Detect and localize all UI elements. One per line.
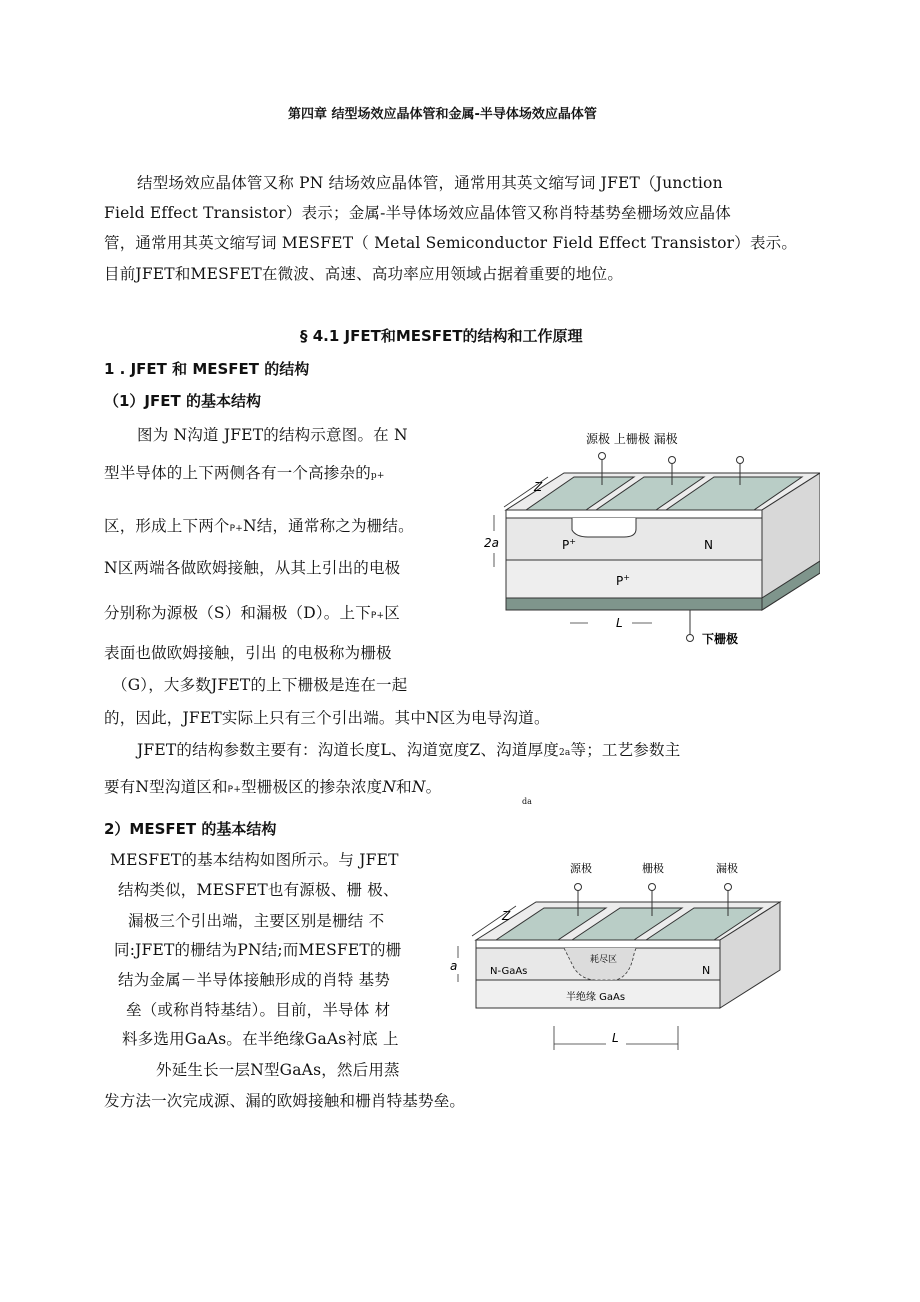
page-title: 第四章 结型场效应晶体管和金属-半导体场效应晶体管 (288, 107, 597, 122)
jfet-2a-label: 2a (484, 536, 499, 550)
jfet-upper-p-label: P+ (562, 537, 576, 552)
mesfet-si-gaas-label: 半绝缘 GaAs (566, 992, 626, 1003)
subscript-da: da (522, 797, 532, 806)
jfet-line-3: 区，形成上下两个P+N结，通常称之为栅结。 (104, 517, 414, 535)
mesfet-line-9: 发方法一次完成源、漏的欧姆接触和栅肖特基势垒。 (104, 1092, 466, 1110)
jfet-structure-figure (484, 425, 820, 655)
jfet-line-6: 表面也做欧姆接触，引出 的电极称为栅极 (104, 644, 392, 662)
section-title: § 4.1 JFET和MESFET的结构和工作原理 (300, 327, 583, 345)
jfet-line-4: N区两端各做欧姆接触，从其上引出的电极 (104, 559, 401, 577)
intro-line-4: 目前JFET和MESFET在微波、高速、高功率应用领域占据着重要的地位。 (104, 265, 624, 283)
mesfet-l-label: L (612, 1031, 619, 1045)
jfet-params-line-1: JFET的结构参数主要有：沟道长度L、沟道宽度Z、沟道厚度2a等；工艺参数主 (137, 741, 681, 759)
jfet-bottom-gate-label: 下栅极 (702, 632, 739, 646)
mesfet-drain-label: 漏极 (716, 862, 738, 875)
jfet-line-5: 分别称为源极（S）和漏极（D）。上下P+区 (104, 604, 400, 622)
mesfet-z-label: Z (502, 909, 511, 923)
jfet-heading: （1）JFET 的基本结构 (104, 392, 261, 410)
mesfet-n-gaas-label: N-GaAs (490, 966, 528, 977)
mesfet-line-8: 外延生长一层N型GaAs，然后用蒸 (156, 1061, 400, 1079)
mesfet-structure-figure (446, 858, 782, 1058)
mesfet-line-7: 料多选用GaAs。在半绝缘GaAs衬底 上 (122, 1030, 399, 1048)
jfet-line-8: 的，因此，JFET实际上只有三个引出端。其中N区为电导沟道。 (104, 709, 550, 727)
mesfet-line-4: 同:JFET的栅结为PN结;而MESFET的栅 (114, 941, 402, 959)
mesfet-heading: 2）MESFET 的基本结构 (104, 820, 277, 838)
mesfet-line-3: 漏极三个引出端，主要区别是栅结 不 (128, 912, 385, 930)
subsection-title: 1 . JFET 和 MESFET 的结构 (104, 360, 310, 378)
jfet-terminal-labels: 源极 上栅极 漏极 (586, 432, 678, 446)
jfet-z-label: Z (534, 480, 543, 494)
mesfet-gate-label: 栅极 (642, 862, 664, 875)
mesfet-n-label: N (702, 964, 711, 977)
mesfet-source-label: 源极 (570, 862, 592, 875)
mesfet-line-2: 结构类似，MESFET也有源极、栅 极、 (118, 881, 399, 899)
mesfet-line-1: MESFET的基本结构如图所示。与 JFET (110, 851, 399, 869)
jfet-line-2: 型半导体的上下两侧各有一个高掺杂的p+ (104, 464, 385, 482)
mesfet-depletion-label: 耗尽区 (590, 955, 618, 965)
jfet-n-label: N (704, 538, 713, 552)
jfet-params-line-2: 要有N型沟道区和P+型栅极区的掺杂浓度N和N。 (104, 778, 442, 796)
intro-line-3: 管，通常用其英文缩写词 MESFET（ Metal Semiconductor Field Effect Transistor）表示。 (104, 234, 798, 252)
mesfet-a-label: a (450, 959, 458, 973)
intro-line-1: 结型场效应晶体管又称 PN 结场效应晶体管，通常用其英文缩写词 JFET（Junction (137, 174, 723, 192)
intro-line-2: Field Effect Transistor）表示；金属-半导体场效应晶体管又称肖特基势垒栅场效应晶体 (104, 204, 731, 222)
mesfet-line-6: 垒（或称肖特基结）。目前，半导体 材 (126, 1001, 391, 1019)
jfet-lower-p-label: P+ (616, 573, 630, 588)
mesfet-line-5: 结为金属－半导体接触形成的肖特 基势 (118, 971, 391, 989)
jfet-line-7: （G），大多数JFET的上下栅极是连在一起 (112, 676, 408, 694)
jfet-line-1: 图为 N沟道 JFET的结构示意图。在 N (137, 426, 408, 444)
jfet-l-label: L (616, 616, 623, 630)
